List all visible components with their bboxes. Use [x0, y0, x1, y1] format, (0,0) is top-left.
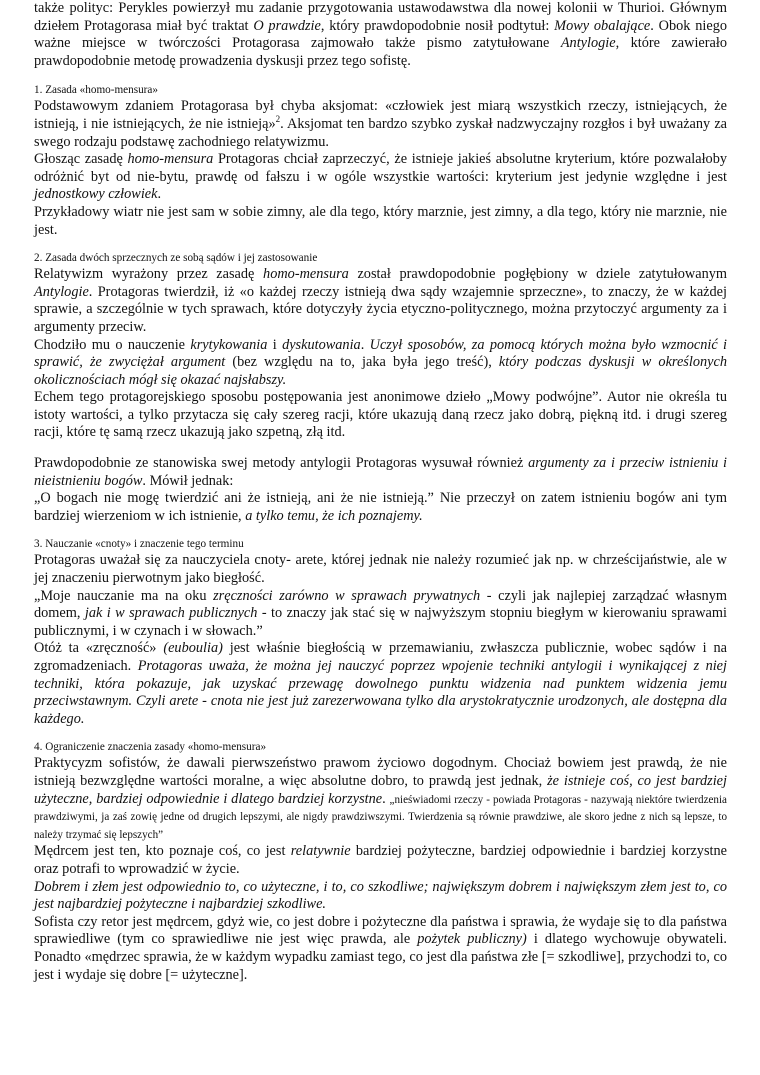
text-run: Echem tego protagorejskiego sposobu postępowania jest anonimowe dzieło „Mowy podwójne”. Autor nie określa tu istoty wartości, a tylko przytacza się cały szereg racji, które ukazują daną rzecz jako dobrą, piękną itd. i drugi szereg racji, które tę samą rzecz ukazują jako szpetną, złą itd. [34, 389, 727, 441]
emphasis-text: Antylogie [560, 35, 616, 52]
text-run: . [360, 336, 370, 353]
paragraph [34, 490, 727, 525]
emphasis-text: argumenty za i przeciw istnieniu i nieistnieniu bogów [34, 455, 727, 489]
paragraph [34, 588, 727, 641]
text-run: i dlatego wychowuje obywateli. Ponadto «mędrzec sprawia, że w każdym wypadku zamiast tego, co jest dla państwa złe [= szkodliwe], przychodzi to, co jest i wydaje się dobre [= użyteczne]. [34, 931, 728, 983]
paragraph [34, 640, 727, 728]
text-run: i [267, 336, 283, 353]
paragraph [34, 455, 727, 490]
emphasis-text: homo-mensura [263, 266, 349, 283]
text-run: bardziej pożyteczne, bardziej odpowiednie i bardziej korzystne oraz potrafi to wprowadzić w życie. [34, 843, 727, 877]
paragraph [34, 98, 727, 151]
text-run: . [157, 186, 162, 203]
text-run: jest właśnie biegłością w przemawianiu, zwłaszcza publicznie, wobec sądów i na zgromadzeniach. [34, 640, 727, 674]
emphasis-text: zręczności zarówno w sprawach prywatnych [213, 587, 481, 604]
text-run: został prawdopodobnie pogłębiony w dziele zatytułowanym [348, 266, 727, 283]
emphasis-text: homo-mensura [127, 151, 214, 168]
text-run: Sofista czy retor jest mędrcem, gdyż wie, co jest dobre i pożyteczne dla państwa i sprawia, że wydaje się to dla państwa sprawiedliwe (tym co sprawiedliwe nie jest więc prawda, ale [34, 913, 727, 948]
paragraph [34, 914, 727, 984]
footnote-ref: 2 [275, 114, 281, 125]
section-heading: 3. Nauczanie «cnoty» i znaczenie tego terminu [34, 538, 244, 551]
emphasis-text: O prawdzie [253, 17, 321, 34]
text-run: Przykładowy wiatr nie jest sam w sobie zimny, ale dla tego, który marznie, jest zimny, a dla tego, który nie marznie, nie jest. [34, 203, 727, 238]
paragraph [34, 552, 727, 587]
emphasis-text: a tylko temu, że ich poznajemy. [245, 507, 423, 524]
emphasis-text: dyskutowania [282, 336, 361, 353]
paragraph [34, 151, 727, 204]
text-run: Praktycyzm sofistów, że dawali pierwszeństwo prawom życiowo dogodnym. Chociaż bowiem jest prawdą, że nie istnieją bezwzględne wartości moralne, a więc absolutne dobro, to prawdą jest jednak, [34, 755, 727, 789]
text-run: „nieświadomi rzeczy - powiada Protagoras - nazywają niektóre twierdzenia prawdziwymi, ja zaś zowię jedne od drugich lepszymi, ale nigdy prawdziwszymi. Twierdzenia są równie prawdziwe, ale skoro jedne z nich są lepsze, to należy trzymać się lepszych” [34, 793, 727, 841]
paragraph [34, 755, 727, 843]
emphasis-text: Uczył sposobów, za pomocą których można było wzmocnić i sprawić, że zwyciężał argument [34, 336, 727, 371]
paragraph [34, 337, 727, 390]
text-run: także polityc: Perykles powierzył mu zadanie przygotowania ustawodawstwa dla nowej kolonii w Thurioi. Głównym dziełem Protagorasa miał być traktat [34, 0, 727, 34]
paragraph [34, 204, 727, 239]
text-run: Protagoras uważał się za nauczyciela cnoty- arete, której jednak nie należy rozumieć jak np. w chrześcijaństwie, ale w jej znaczeniu pierwotnym jako biegłość. [34, 552, 727, 587]
emphasis-text: Antylogie [34, 283, 89, 300]
emphasis-text: jednostkowy człowiek [34, 186, 158, 203]
emphasis-text: który podczas dyskusji w określonych okolicznościach mógł się okazać najsłabszy. [34, 354, 727, 388]
intro-paragraph [34, 0, 727, 70]
paragraph [34, 266, 727, 336]
text-run: Głosząc zasadę [34, 151, 128, 168]
text-run: Protagoras chciał zaprzeczyć, że istnieje jakieś absolutne kryterium, które pozwalałoby odróżnić byt od nie-bytu, prawdę od fałszu i w ogóle wszystkie wartości: kryterium jest jedynie względne i jest [34, 151, 727, 185]
emphasis-text: (euboulia) [163, 640, 223, 657]
text-run: (bez względu na to, jaka była jego treść), [225, 354, 499, 371]
text-run: Mędrcem jest ten, kto poznaje coś, co jest [34, 843, 291, 860]
section-heading: 1. Zasada «homo-mensura» [34, 84, 158, 97]
text-run: . Obok niego ważne miejsce w twórczości Protagorasa zajmowało także pismo zatytułowane [34, 17, 727, 52]
emphasis-text: krytykowania [190, 336, 268, 353]
paragraph [34, 879, 727, 914]
text-run: . Mówił jednak: [142, 472, 234, 489]
section-3-body [34, 552, 727, 728]
emphasis-text: jak i w sprawach publicznych [84, 605, 258, 622]
emphasis-text: Dobrem i złem jest odpowiednio to, co użyteczne, i to, co szkodliwe; największym dobrem i największym złem jest to, co jest najbardziej pożyteczne i najbardziej szkodliwe. [34, 878, 727, 913]
text-run: - czyli jak najlepiej zarządzać własnym domem, [34, 587, 727, 622]
text-run: „O bogach nie mogę twierdzić ani że istnieją, ani że nie istnieją.” Nie przeczył on zatem istnieniu bogów ani tym bardziej wierzeniom w ich istnienie, [34, 490, 727, 524]
text-run: „Moje nauczanie ma na oku [34, 587, 214, 604]
text-run: Podstawowym zdaniem Protagorasa był chyba aksjomat: «człowiek jest miarą wszystkich rzeczy, istniejących, że istnieją, i nie istniejących, że nie istnieją» [34, 98, 727, 132]
emphasis-text: istnieje coś, co jest bardziej użyteczne, bardziej odpowiednie i dlatego bardziej korzystne [34, 772, 727, 807]
spacer [34, 442, 727, 455]
paragraph [34, 0, 727, 70]
section-1-body [34, 98, 727, 239]
section-heading: 4. Ograniczenie znaczenia zasady «homo-mensura» [34, 741, 267, 754]
text-run: Relatywizm wyrażony przez zasadę [34, 266, 264, 283]
paragraph [34, 389, 727, 442]
text-run: . Aksjomat ten bardzo szybko zyskał nadzwyczajny rozgłos i był uważany za swego rodzaju podstawę zachodniego relatywizmu. [34, 115, 728, 150]
text-run: , który prawdopodobnie nosił podtytuł: [320, 17, 555, 34]
section-2-body [34, 266, 727, 525]
paragraph [34, 843, 727, 878]
section-4-body [34, 755, 727, 984]
text-run: . [382, 790, 390, 807]
text-run: , które zawierało prawdopodobnie metodę prowadzenia dyskusji przez tego sofistę. [34, 35, 727, 69]
emphasis-text: Protagoras uważa, że można jej nauczyć poprzez wpojenie techniki antylogii i wynikającej z niej techniki, która pokazuje, jak uzyskać przewagę dowolnego punktu widzenia nad punktem widzenia jemu przeciwstawnym. Czyli arete - cnota nie jest już zarezerwowana tylko dla arystokratycznie urodzonych, ale dostępna dla każdego. [34, 658, 728, 727]
emphasis-text: że [547, 772, 564, 789]
section-heading: 2. Zasada dwóch sprzecznych ze sobą sądów i jej zastosowanie [34, 252, 318, 265]
text-run: . Protagoras twierdził, iż «o każdej rzeczy istnieją dwa sądy wzajemnie sprzeczne», to znaczy, że w każdej sprawie, a szczególnie w tych sprawach, które dotyczyły życia etyczno-politycznego, można przytoczyć argumenty za i argumenty przeciw. [34, 283, 727, 335]
text-run: Chodziło mu o nauczenie [34, 336, 191, 353]
text-run: Otóż ta «zręczność» [34, 640, 164, 657]
emphasis-text: relatywnie [290, 843, 351, 860]
text-run: - to znaczy jak stać się w najwyższym stopniu biegłym w kierowaniu sprawami publicznymi, i w czynach i w słowach.” [34, 605, 727, 639]
text-run: Prawdopodobnie ze stanowiska swej metody antylogii Protagoras wysuwał również [34, 455, 529, 472]
emphasis-text: Mowy obalające [554, 17, 651, 34]
emphasis-text: pożytek publiczny) [417, 931, 527, 948]
